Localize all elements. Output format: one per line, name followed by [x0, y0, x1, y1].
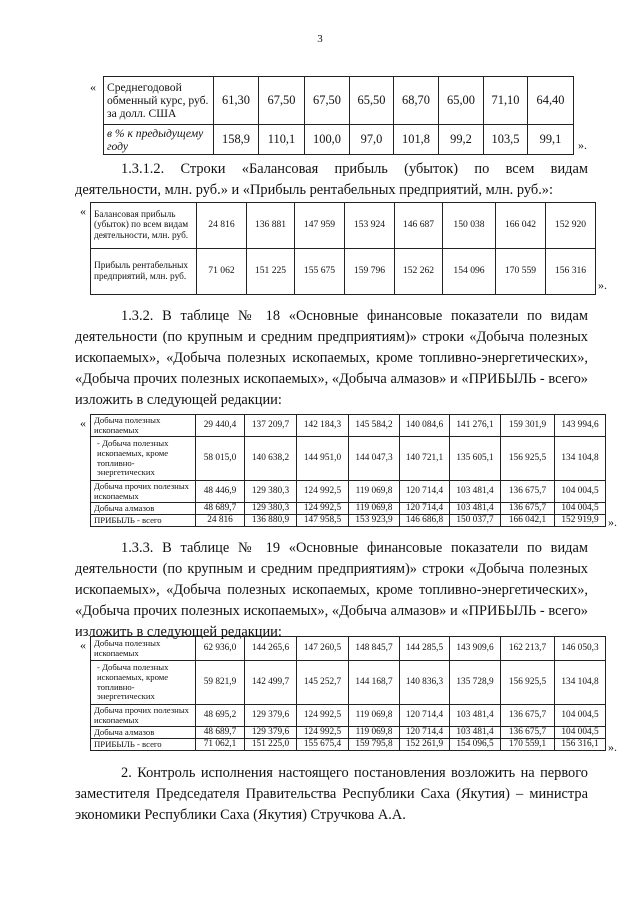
- cell: 154 096,5: [450, 739, 501, 751]
- row-label: - Добыча полезных ископаемых, кроме топливно-энергетических: [91, 661, 196, 705]
- exchange-rate-table: [103, 76, 574, 155]
- cell: 104 004,5: [555, 503, 606, 515]
- row-label: в % к предыдущему году: [104, 125, 214, 155]
- cell: 152 919,9: [555, 515, 606, 527]
- cell: 147 260,5: [297, 637, 349, 661]
- cell: 99,1: [528, 125, 574, 155]
- cell: 48 689,7: [196, 503, 245, 515]
- cell: 134 104,8: [555, 437, 606, 481]
- paragraph-text: 1.3.2. В таблице № 18 «Основные финансовые показатели по видам деятельности (по крупным и средним предприятиям)» строки «Добыча полезных ископаемых», «Добыча полезных ископаемых, кроме топливно-энергетических», «Добыча прочих полезных ископаемых», «Добыча алмазов» и «ПРИБЫЛЬ - всего» изложить в следующей редакции:: [75, 308, 588, 408]
- paragraph-text: 2. Контроль исполнения настоящего постановления возложить на первого заместителя Председателя Правительства Республики Саха (Якутия) – министра экономики Республики Саха (Якутия) Стручкова А.А.: [75, 765, 588, 823]
- cell: 166 042,1: [501, 515, 555, 527]
- cell: 120 714,4: [400, 481, 450, 503]
- cell: 156 316,1: [555, 739, 606, 751]
- cell: 144 951,0: [297, 437, 349, 481]
- cell: 48 446,9: [196, 481, 245, 503]
- cell: 143 909,6: [450, 637, 501, 661]
- cell: 156 925,5: [501, 437, 555, 481]
- cell: 67,50: [259, 77, 305, 125]
- cell: 142 499,7: [245, 661, 297, 705]
- cell: 150 038: [443, 203, 496, 249]
- cell: 135 605,1: [450, 437, 501, 481]
- row-label: Добыча полезных ископаемых: [91, 415, 196, 437]
- cell: 101,8: [394, 125, 439, 155]
- cell: 124 992,5: [297, 705, 349, 727]
- row-label: Добыча прочих полезных ископаемых: [91, 705, 196, 727]
- row-label: - Добыча полезных ископаемых, кроме топливно-энергетических: [91, 437, 196, 481]
- cell: 71,10: [484, 77, 528, 125]
- cell: 136 675,7: [501, 503, 555, 515]
- paragraph-text: 1.3.1.2. Строки «Балансовая прибыль (убыток) по всем видам деятельности, млн. руб.» и «Прибыль рентабельных предприятий, млн. руб.»:: [75, 161, 588, 198]
- cell: 124 992,5: [297, 727, 349, 739]
- cell: 136 675,7: [501, 481, 555, 503]
- cell: 136 880,9: [245, 515, 297, 527]
- cell: 143 994,6: [555, 415, 606, 437]
- cell: 152 920: [546, 203, 596, 249]
- cell: 147 958,5: [297, 515, 349, 527]
- cell: 155 675: [295, 249, 345, 295]
- cell: 58 015,0: [196, 437, 245, 481]
- cell: 100,0: [305, 125, 350, 155]
- cell: 104 004,5: [555, 727, 606, 739]
- cell: 135 728,9: [450, 661, 501, 705]
- cell: 119 069,8: [349, 727, 400, 739]
- cell: 170 559,1: [501, 739, 555, 751]
- paragraph: [75, 159, 588, 201]
- open-quote: «: [80, 416, 86, 430]
- paragraph-text: 1.3.3. В таблице № 19 «Основные финансовые показатели по видам деятельности (по крупным и средним предприятиям)» строки «Добыча полезных ископаемых», «Добыча полезных ископаемых, кроме топливно-энергетических», «Добыча прочих полезных ископаемых», «Добыча алмазов» и «ПРИБЫЛЬ - всего» изложить в следующей редакции:: [75, 540, 588, 640]
- cell: 119 069,8: [349, 481, 400, 503]
- cell: 159 796: [345, 249, 395, 295]
- open-quote: «: [90, 80, 96, 94]
- cell: 120 714,4: [400, 503, 450, 515]
- cell: 99,2: [439, 125, 484, 155]
- cell: 103 481,4: [450, 503, 501, 515]
- row-label: Добыча полезных ископаемых: [91, 637, 196, 661]
- cell: 151 225,0: [245, 739, 297, 751]
- cell: 110,1: [259, 125, 305, 155]
- close-quote: ».: [578, 138, 587, 152]
- cell: 153 923,9: [349, 515, 400, 527]
- cell: 156 316: [546, 249, 596, 295]
- close-quote: ».: [608, 515, 617, 529]
- cell: 103 481,4: [450, 481, 501, 503]
- cell: 129 379,6: [245, 727, 297, 739]
- cell: 61,30: [214, 77, 259, 125]
- cell: 136 675,7: [501, 727, 555, 739]
- cell: 68,70: [394, 77, 439, 125]
- cell: 145 584,2: [349, 415, 400, 437]
- cell: 152 262: [395, 249, 443, 295]
- cell: 162 213,7: [501, 637, 555, 661]
- cell: 151 225: [247, 249, 295, 295]
- cell: 103 481,4: [450, 727, 501, 739]
- page-number: 3: [317, 33, 323, 45]
- cell: 103,5: [484, 125, 528, 155]
- cell: 158,9: [214, 125, 259, 155]
- cell: 129 380,3: [245, 481, 297, 503]
- cell: 129 379,6: [245, 705, 297, 727]
- row-label: Балансовая прибыль (убыток) по всем видам деятельности, млн. руб.: [91, 203, 197, 249]
- cell: 136 675,7: [501, 705, 555, 727]
- cell: 71 062: [197, 249, 247, 295]
- cell: 59 821,9: [196, 661, 245, 705]
- table-19-rows: [90, 636, 606, 751]
- cell: 65,50: [350, 77, 394, 125]
- paragraph: [75, 763, 588, 826]
- cell: 24 816: [196, 515, 245, 527]
- cell: 134 104,8: [555, 661, 606, 705]
- cell: 120 714,4: [400, 727, 450, 739]
- cell: 152 261,9: [400, 739, 450, 751]
- row-label: Прибыль рентабельных предприятий, млн. руб.: [91, 249, 197, 295]
- cell: 124 992,5: [297, 481, 349, 503]
- cell: 140 638,2: [245, 437, 297, 481]
- cell: 119 069,8: [349, 503, 400, 515]
- cell: 144 047,3: [349, 437, 400, 481]
- row-label: ПРИБЫЛЬ - всего: [91, 739, 196, 751]
- cell: 146 687: [395, 203, 443, 249]
- cell: 146 686,8: [400, 515, 450, 527]
- cell: 48 695,2: [196, 705, 245, 727]
- cell: 29 440,4: [196, 415, 245, 437]
- cell: 124 992,5: [297, 503, 349, 515]
- open-quote: «: [80, 204, 86, 218]
- cell: 147 959: [295, 203, 345, 249]
- paragraph: [75, 306, 588, 411]
- open-quote: «: [80, 638, 86, 652]
- cell: 97,0: [350, 125, 394, 155]
- cell: 148 845,7: [349, 637, 400, 661]
- cell: 156 925,5: [501, 661, 555, 705]
- cell: 170 559: [496, 249, 546, 295]
- cell: 104 004,5: [555, 481, 606, 503]
- cell: 137 209,7: [245, 415, 297, 437]
- cell: 67,50: [305, 77, 350, 125]
- cell: 24 816: [197, 203, 247, 249]
- cell: 144 285,5: [400, 637, 450, 661]
- cell: 153 924: [345, 203, 395, 249]
- cell: 48 689,7: [196, 727, 245, 739]
- cell: 140 836,3: [400, 661, 450, 705]
- cell: 144 265,6: [245, 637, 297, 661]
- cell: 154 096: [443, 249, 496, 295]
- cell: 119 069,8: [349, 705, 400, 727]
- cell: 142 184,3: [297, 415, 349, 437]
- cell: 120 714,4: [400, 705, 450, 727]
- profit-table: [90, 202, 596, 295]
- cell: 145 252,7: [297, 661, 349, 705]
- cell: 159 795,8: [349, 739, 400, 751]
- close-quote: ».: [608, 740, 617, 754]
- cell: 144 168,7: [349, 661, 400, 705]
- cell: 103 481,4: [450, 705, 501, 727]
- cell: 104 004,5: [555, 705, 606, 727]
- paragraph: [75, 538, 588, 643]
- table-18-rows: [90, 414, 606, 527]
- cell: 140 084,6: [400, 415, 450, 437]
- row-label: Добыча прочих полезных ископаемых: [91, 481, 196, 503]
- cell: 62 936,0: [196, 637, 245, 661]
- close-quote: ».: [598, 278, 607, 292]
- cell: 155 675,4: [297, 739, 349, 751]
- cell: 159 301,9: [501, 415, 555, 437]
- cell: 71 062,1: [196, 739, 245, 751]
- cell: 166 042: [496, 203, 546, 249]
- row-label: Среднегодовой обменный курс, руб. за долл. США: [104, 77, 214, 125]
- cell: 65,00: [439, 77, 484, 125]
- cell: 64,40: [528, 77, 574, 125]
- cell: 136 881: [247, 203, 295, 249]
- cell: 146 050,3: [555, 637, 606, 661]
- cell: 140 721,1: [400, 437, 450, 481]
- cell: 150 037,7: [450, 515, 501, 527]
- cell: 141 276,1: [450, 415, 501, 437]
- row-label: Добыча алмазов: [91, 503, 196, 515]
- row-label: ПРИБЫЛЬ - всего: [91, 515, 196, 527]
- row-label: Добыча алмазов: [91, 727, 196, 739]
- cell: 129 380,3: [245, 503, 297, 515]
